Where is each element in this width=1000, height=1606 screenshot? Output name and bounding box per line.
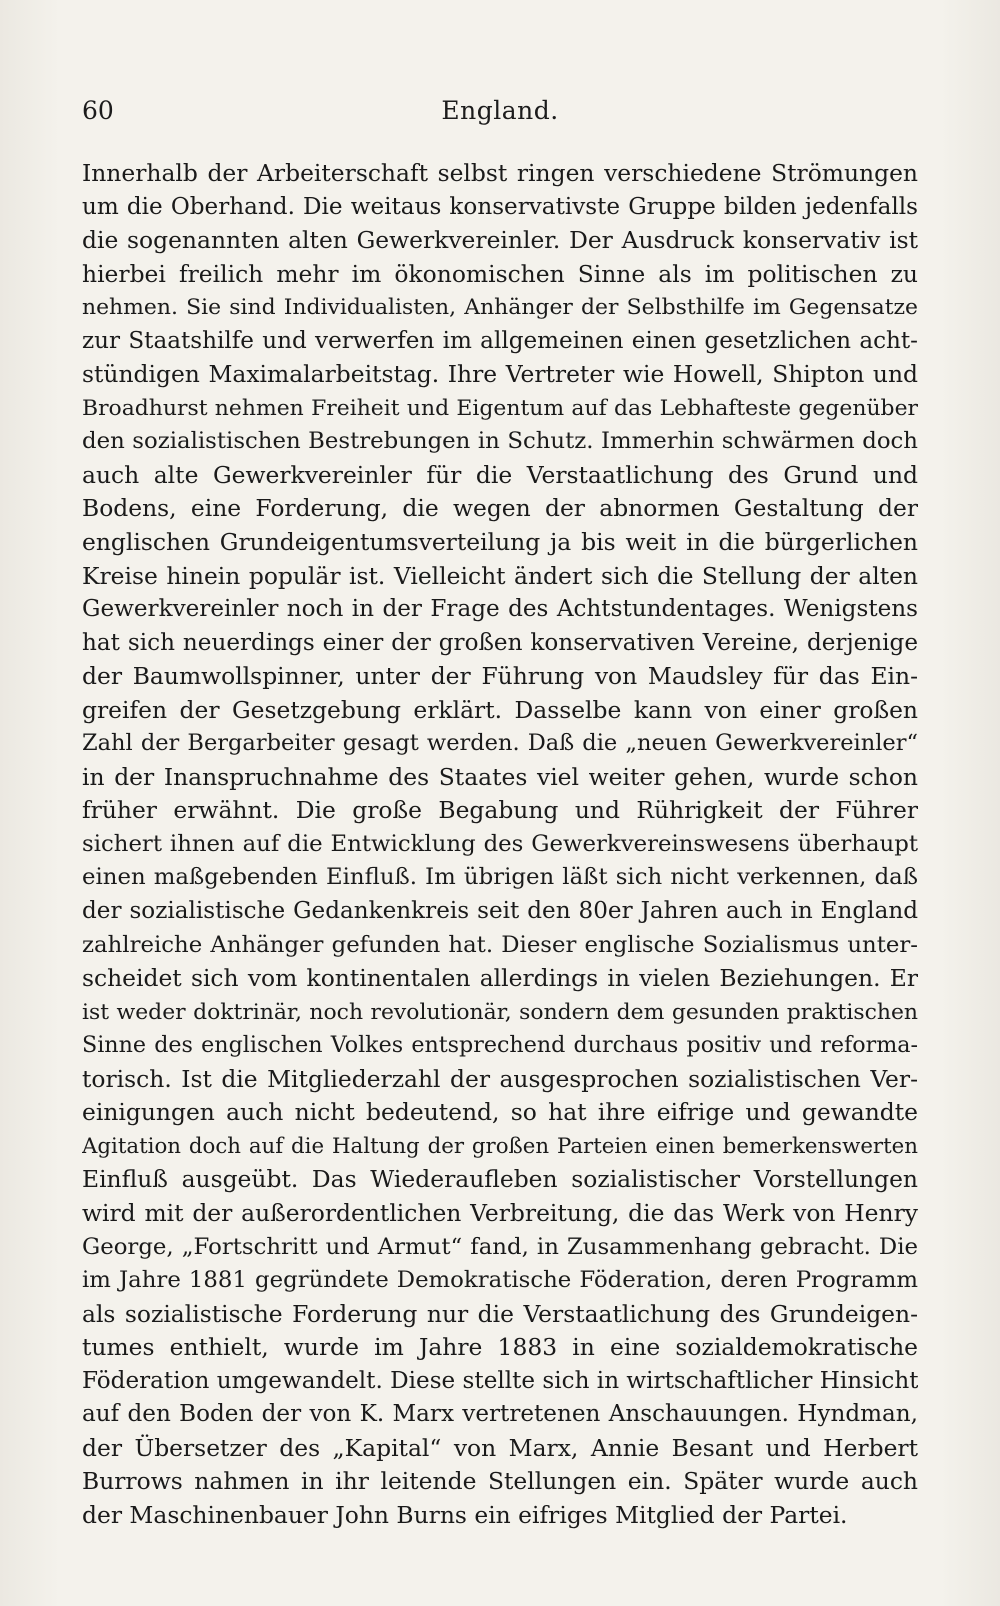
text-line: George, „Fortschritt und Armut“ fand, in Zusammenhang gebracht. Die: [82, 1233, 918, 1260]
text-line: Innerhalb der Arbeiterschaft selbst ringen verschiedene Strömungen: [82, 159, 918, 187]
text-line: hat sich neuerdings einer der großen konservativen Vereine, derjenige: [82, 629, 918, 656]
text-line: Kreise hinein populär ist. Vielleicht ändert sich die Stellung der alten: [82, 561, 918, 590]
text-line: tumes enthielt, wurde im Jahre 1883 in eine sozialdemokratische: [82, 1333, 918, 1362]
text-line: der sozialistische Gedankenkreis seit den 80er Jahren auch in England: [82, 898, 918, 925]
text-line: nehmen. Sie sind Individualisten, Anhänger der Selbsthilfe im Gegensatze: [82, 295, 918, 321]
text-line: einen maßgebenden Einfluß. Im übrigen läßt sich nicht verkennen, daß: [82, 864, 918, 891]
text-line: Einfluß ausgeübt. Das Wiederaufleben sozialistischer Vorstellungen: [82, 1165, 918, 1194]
text-line: sichert ihnen auf die Entwicklung des Gewerkvereinswesens überhaupt: [82, 830, 918, 857]
text-line: ist weder doktrinär, noch revolutionär, sondern dem gesunden praktischen: [82, 999, 918, 1025]
text-line: zahlreiche Anhänger gefunden hat. Dieser englische Sozialismus unter-: [82, 931, 918, 958]
text-line: scheidet sich vom kontinentalen allerdings in vielen Beziehungen. Er: [82, 964, 918, 993]
text-line: Gewerkvereinler noch in der Frage des Achtstundentages. Wenigstens: [82, 596, 918, 623]
text-line: Burrows nahmen in ihr leitende Stellungen ein. Später wurde auch: [82, 1467, 918, 1496]
text-line: englischen Grundeigentumsverteilung ja bis weit in die bürgerlichen: [82, 528, 918, 557]
text-line: um die Oberhand. Die weitaus konservativste Gruppe bilden jedenfalls: [82, 193, 918, 220]
page-number: 60: [82, 96, 114, 125]
text-line: greifen der Gesetzgebung erklärt. Dasselbe kann von einer großen: [82, 695, 918, 724]
page-header: [82, 96, 918, 136]
text-line: einigungen auch nicht bedeutend, so hat ihre eifrige und gewandte: [82, 1098, 918, 1127]
text-line: stündigen Maximalarbeitstag. Ihre Vertreter wie Howell, Shipton und: [82, 360, 918, 389]
text-line: Broadhurst nehmen Freiheit und Eigentum auf das Lebhafteste gegenüber: [82, 395, 918, 421]
text-line: der Übersetzer des „Kapital“ von Marx, Annie Besant und Herbert: [82, 1433, 918, 1462]
text-line: früher erwähnt. Die große Begabung und Rührigkeit der Führer: [82, 796, 918, 825]
text-line: Sinne des englischen Volkes entsprechend durchaus positiv und reforma-: [82, 1032, 918, 1059]
text-line: zur Staatshilfe und verwerfen im allgemeinen einen gesetzlichen acht-: [82, 327, 918, 354]
text-line: Föderation umgewandelt. Diese stellte sich in wirtschaftlicher Hinsicht: [82, 1367, 918, 1394]
text-line: Zahl der Bergarbeiter gesagt werden. Daß die „neuen Gewerkvereinler“: [82, 730, 918, 757]
text-line: torisch. Ist die Mitgliederzahl der ausgesprochen sozialistischen Ver-: [82, 1064, 918, 1093]
text-line: der Maschinenbauer John Burns ein eifriges Mitglied der Partei.: [82, 1500, 848, 1529]
body-text: [82, 157, 918, 1532]
text-line: hierbei freilich mehr im ökonomischen Sinne als im politischen zu: [82, 259, 918, 288]
text-line: im Jahre 1881 gegründete Demokratische Föderation, deren Programm: [82, 1267, 918, 1294]
text-line: der Baumwollspinner, unter der Führung von Maudsley für das Ein-: [82, 662, 918, 691]
text-line: auch alte Gewerkvereinler für die Verstaatlichung des Grund und: [82, 460, 918, 489]
text-line: Agitation doch auf die Haltung der großen Parteien einen bemerkenswerten: [82, 1133, 918, 1159]
text-line: in der Inanspruchnahme des Staates viel weiter gehen, wurde schon: [82, 762, 918, 791]
text-line: wird mit der außerordentlichen Verbreitung, die das Werk von Henry: [82, 1198, 918, 1227]
text-line: als sozialistische Forderung nur die Verstaatlichung des Grundeigen-: [82, 1299, 918, 1328]
text-line: auf den Boden der von K. Marx vertretenen Anschauungen. Hyndman,: [82, 1401, 918, 1428]
running-head: England.: [441, 96, 559, 125]
text-line: Bodens, eine Forderung, die wegen der abnormen Gestaltung der: [82, 494, 918, 523]
text-line: die sogenannten alten Gewerkvereinler. Der Ausdruck konservativ ist: [82, 226, 918, 255]
text-line: den sozialistischen Bestrebungen in Schutz. Immerhin schwärmen doch: [82, 428, 918, 455]
